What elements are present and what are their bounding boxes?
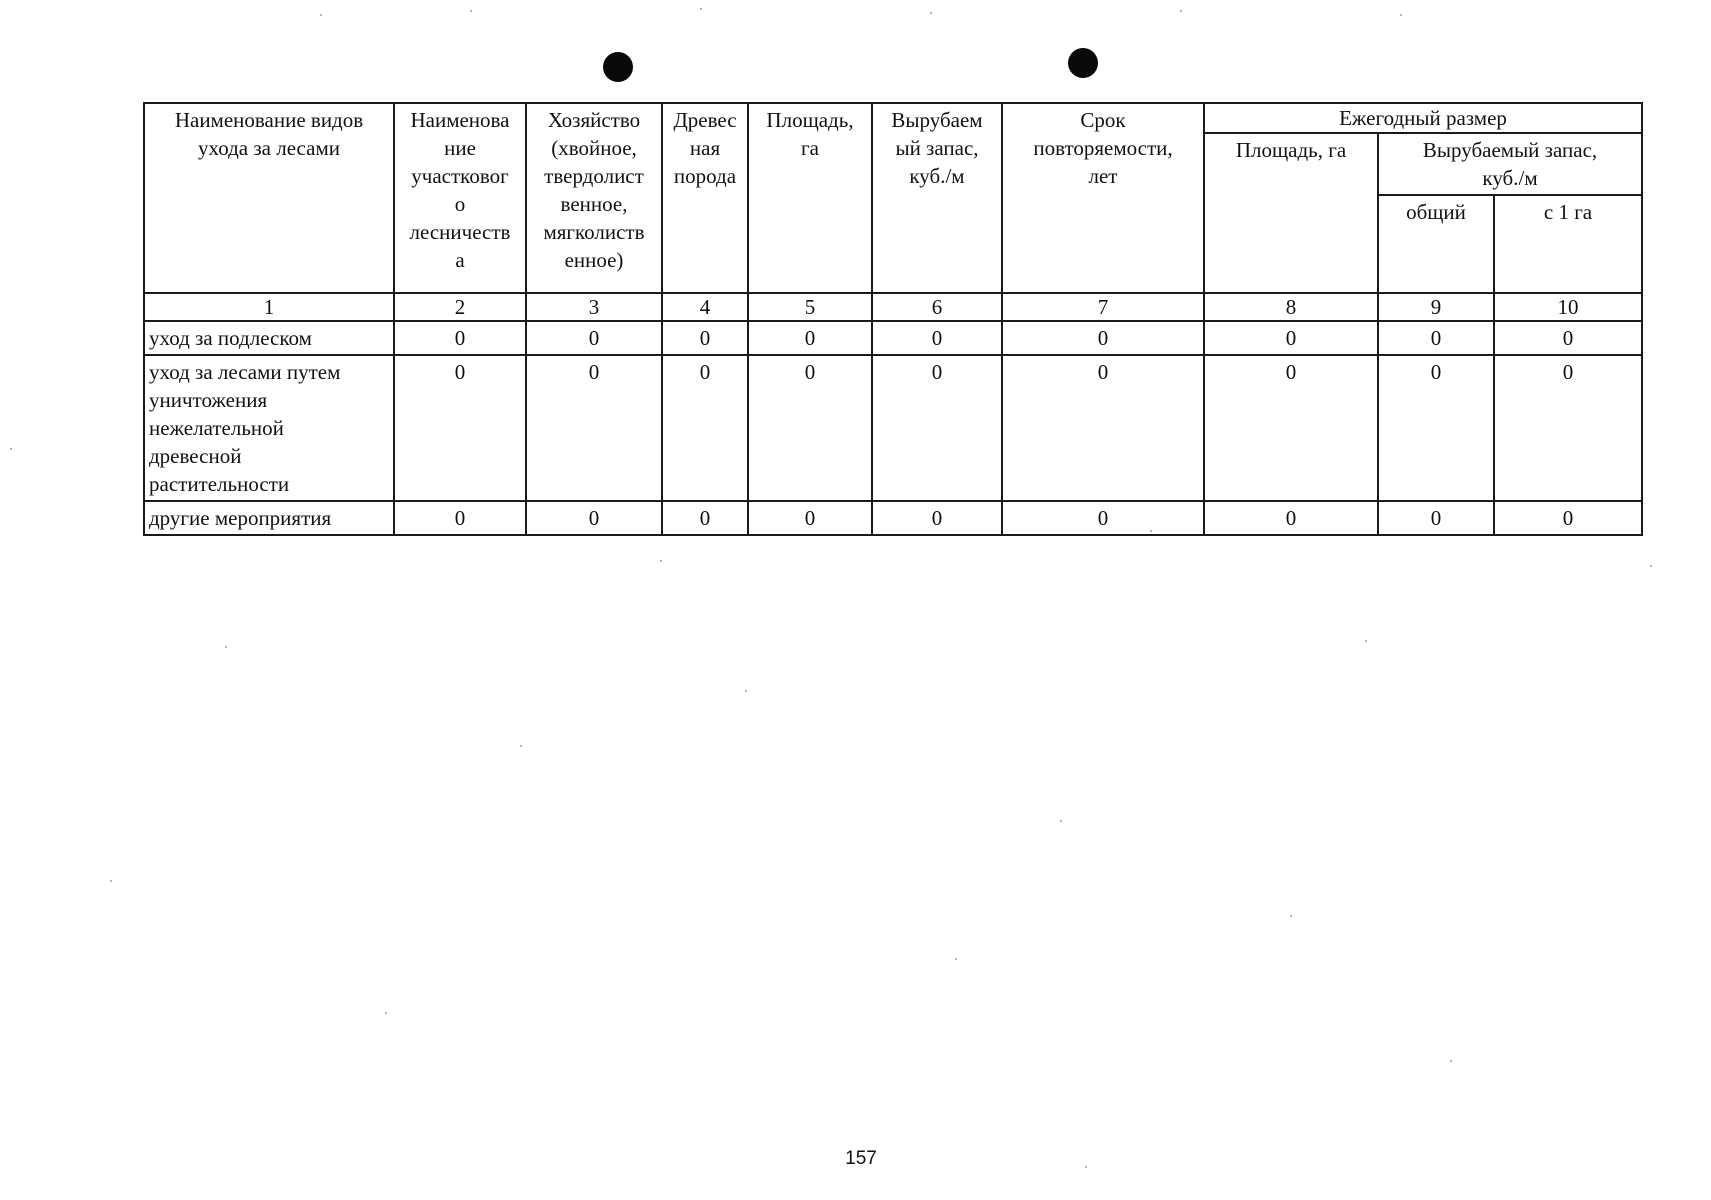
page-number: 157 [845,1148,877,1169]
punch-hole-left [603,52,633,82]
table-cell: 0 [1378,501,1494,535]
header-row-1 [144,103,1642,133]
header-annual-stock: Вырубаемый запас, куб./м [1378,133,1642,195]
scan-speck [10,448,12,450]
table-cell: 0 [872,321,1002,355]
scan-speck [700,8,702,10]
table-cell: 0 [1002,321,1204,355]
scan-speck [660,560,662,562]
table-cell: 0 [662,501,748,535]
scan-speck [320,14,322,16]
table-cell: 0 [662,321,748,355]
table-cell: 0 [872,501,1002,535]
table-cell: 0 [1494,321,1642,355]
row-care-type: другие мероприятия [144,501,394,535]
scan-speck [110,880,112,882]
table-row [144,321,1642,355]
scan-speck [745,690,747,692]
header-annual-area: Площадь, га [1204,133,1378,293]
column-number: 4 [662,293,748,321]
header-per-hectare: с 1 га [1494,195,1642,293]
scan-speck [955,958,957,960]
column-number: 5 [748,293,872,321]
table-row [144,355,1642,501]
table-cell: 0 [748,321,872,355]
header-harvested-stock: Вырубаем ый запас, куб./м [872,103,1002,293]
column-number: 6 [872,293,1002,321]
table-cell: 0 [526,501,662,535]
scan-speck [470,10,472,12]
table-cell: 0 [526,355,662,501]
header-economy-type: Хозяйство (хвойное, твердолист венное, мягколиств енное) [526,103,662,293]
scan-speck [1450,1060,1452,1062]
table-cell: 0 [1494,501,1642,535]
table-cell: 0 [526,321,662,355]
table-cell: 0 [1204,501,1378,535]
column-number-row [144,293,1642,321]
table-cell: 0 [394,321,526,355]
scan-speck [1365,640,1367,642]
column-number: 9 [1378,293,1494,321]
scan-speck [1650,565,1652,567]
header-annual-volume: Ежегодный размер [1204,103,1642,133]
header-tree-species: Древес ная порода [662,103,748,293]
table-cell: 0 [872,355,1002,501]
column-number: 8 [1204,293,1378,321]
punch-hole-right [1068,48,1098,78]
column-number: 10 [1494,293,1642,321]
table-cell: 0 [748,355,872,501]
scan-speck [930,12,932,14]
header-total: общий [1378,195,1494,293]
column-number: 3 [526,293,662,321]
table-row [144,501,1642,535]
table-cell: 0 [1002,501,1204,535]
row-care-type: уход за подлеском [144,321,394,355]
table-cell: 0 [1494,355,1642,501]
header-repeat-period: Срок повторяемости, лет [1002,103,1204,293]
scan-speck [1400,14,1402,16]
scan-speck [385,1012,387,1014]
table-cell: 0 [394,355,526,501]
table-cell: 0 [748,501,872,535]
scan-speck [225,646,227,648]
scan-speck [1060,820,1062,822]
table-cell: 0 [1378,321,1494,355]
column-number: 7 [1002,293,1204,321]
table-cell: 0 [1002,355,1204,501]
column-number: 1 [144,293,394,321]
header-area: Площадь, га [748,103,872,293]
row-care-type: уход за лесами путем уничтожения нежелательной древесной растительности [144,355,394,501]
forest-care-table [143,102,1643,536]
table-cell: 0 [1204,321,1378,355]
table-cell: 0 [394,501,526,535]
table-cell: 0 [662,355,748,501]
header-forestry-district: Наименова ние участковог о лесничеств а [394,103,526,293]
table-cell: 0 [1204,355,1378,501]
scan-speck [520,745,522,747]
table-cell: 0 [1378,355,1494,501]
header-care-type: Наименование видов ухода за лесами [144,103,394,293]
column-number: 2 [394,293,526,321]
scan-speck [1180,10,1182,12]
scan-speck [1290,915,1292,917]
